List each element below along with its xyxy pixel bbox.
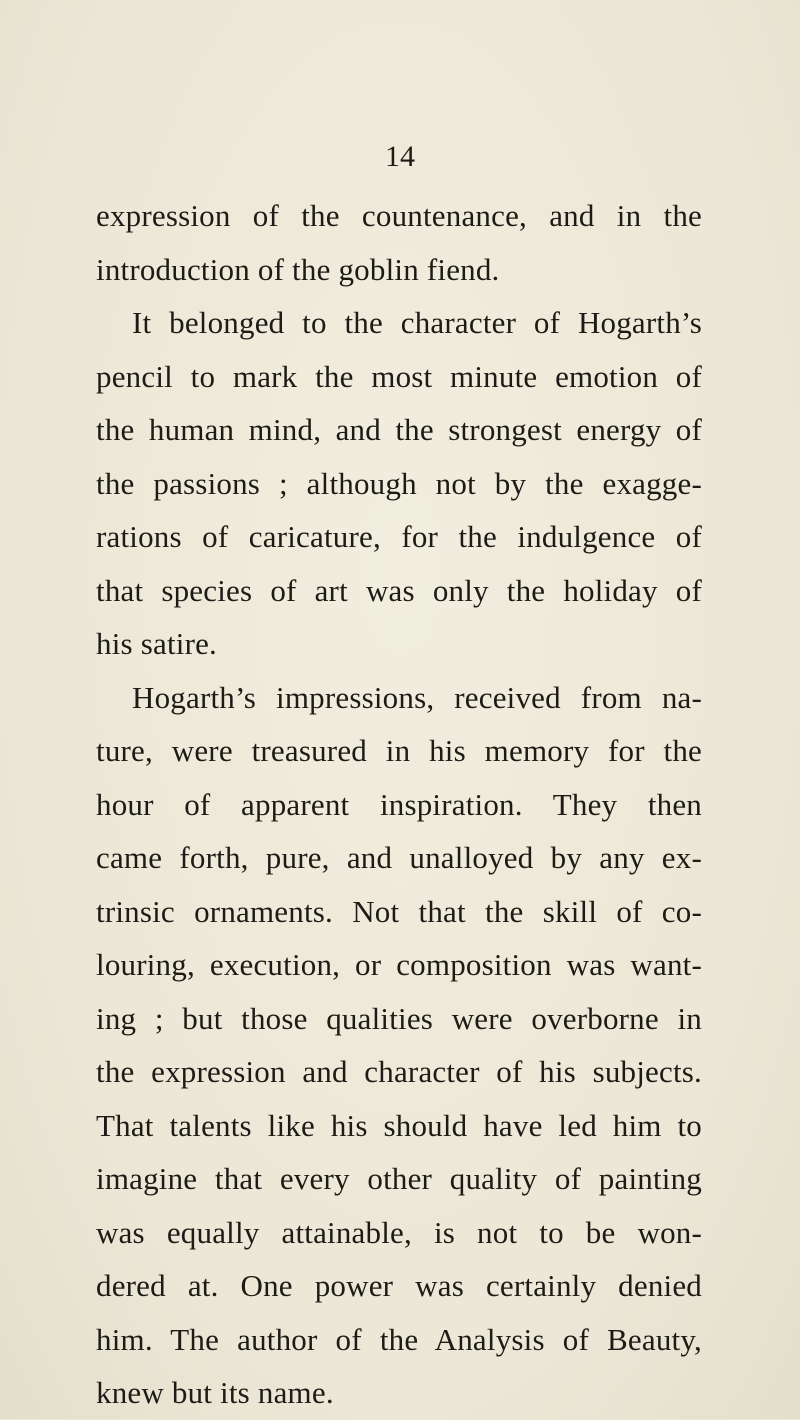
text-line: ture, were treasured in his memory for the xyxy=(96,733,702,768)
text-line: Hogarth’s impressions, received from na- xyxy=(132,679,702,715)
text-line: the human mind, and the strongest energy of xyxy=(96,412,702,447)
text-line: expression of the countenance, and in the xyxy=(96,198,702,233)
text-line: knew but its name. xyxy=(96,1375,334,1410)
text-line: came forth, pure, and unalloyed by any ex- xyxy=(96,840,702,875)
text-line: dered at. One power was certainly denied xyxy=(96,1268,702,1303)
body-text xyxy=(96,189,702,1420)
text-line: was equally attainable, is not to be won- xyxy=(96,1214,702,1250)
text-line: the passions ; although not by the exagge- xyxy=(96,465,702,501)
text-line: him. The author of the Analysis of Beauty, xyxy=(96,1321,702,1357)
text-line: his satire. xyxy=(96,626,218,661)
text-line: the expression and character of his subjects. xyxy=(96,1054,702,1089)
page-number: 14 xyxy=(385,140,415,173)
text-line: That talents like his should have led him to xyxy=(96,1107,702,1143)
text-line: that species of art was only the holiday of xyxy=(96,572,702,608)
text-line: introduction of the goblin fiend. xyxy=(96,251,500,287)
text-line: trinsic ornaments. Not that the skill of co- xyxy=(96,893,702,929)
text-line: rations of caricature, for the indulgence of xyxy=(96,519,702,554)
text-line: louring, execution, or composition was want- xyxy=(96,947,702,982)
text-line: imagine that every other quality of painting xyxy=(96,1161,702,1196)
text-line: hour of apparent inspiration. They then xyxy=(96,786,702,822)
text-line: It belonged to the character of Hogarth’s xyxy=(132,305,702,340)
text-line: ing ; but those qualities were overborne in xyxy=(96,1000,702,1036)
text-line: pencil to mark the most minute emotion of xyxy=(96,358,702,394)
